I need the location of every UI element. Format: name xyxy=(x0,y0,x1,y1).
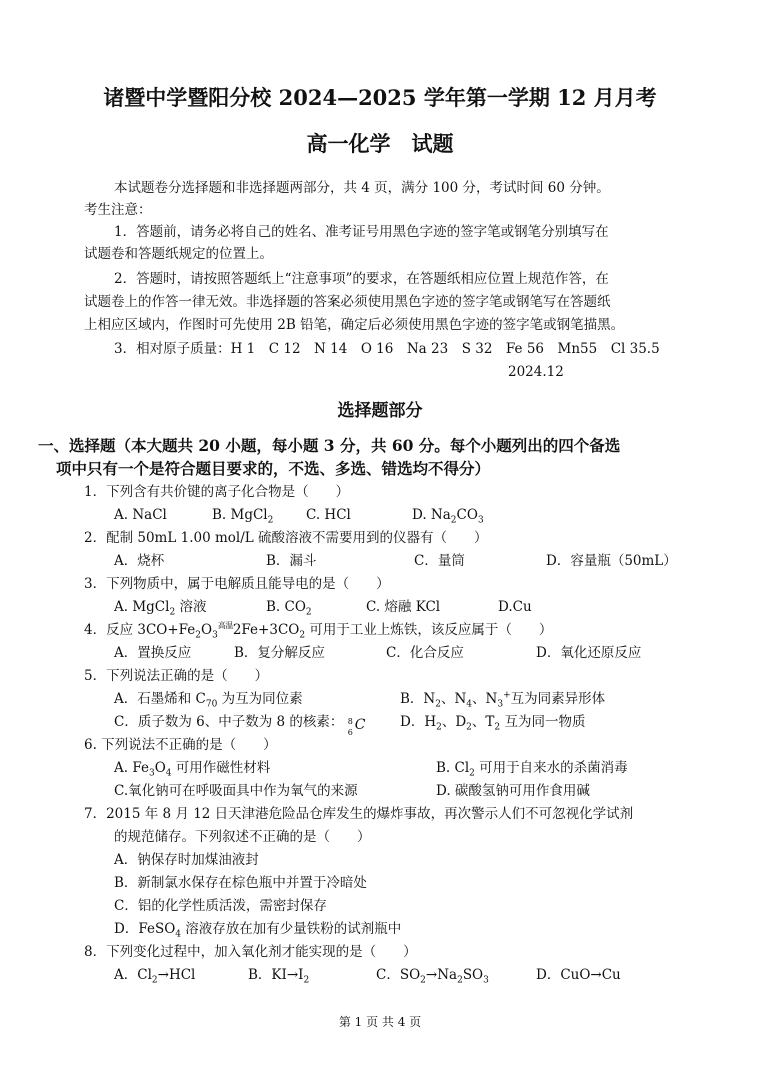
instruction-2a: 2．答题时，请按照答题纸上“注意事项”的要求，在答题纸相应位置上规范作答，在 xyxy=(114,271,609,287)
q3-stem: 3．下列物质中，属于电解质且能导电的是（ ） xyxy=(84,576,390,592)
exam-title: 诸暨中学暨阳分校 2024—2025 学年第一学期 12 月月考 xyxy=(103,85,657,110)
section-title: 选择题部分 xyxy=(337,401,423,421)
q3-option-c: C. 熔融 KCl xyxy=(366,599,441,615)
instruction-1b: 试题卷和答题纸规定的位置上。 xyxy=(84,246,273,262)
nuclide-symbol: 8 6 C xyxy=(347,716,366,737)
intro-text: 本试题卷分选择题和非选择题两部分，共 4 页，满分 100 分，考试时间 60 分钟。 xyxy=(114,180,610,196)
instruction-3-atomic-masses: 3．相对原子质量：H 1 C 12 N 14 O 16 Na 23 S 32 Fe 56 Mn55 Cl 35.5 xyxy=(114,341,660,357)
q4-stem: 4．反应 $3CO+Fe_2O_3^{高温}2Fe+3CO_2$ 可用于工业上炼铁，该反应属于（ ） xyxy=(84,621,553,641)
notice-label: 考生注意： xyxy=(84,202,152,218)
q2-option-b: B．漏斗 xyxy=(266,553,317,569)
q7-option-b: B．新制氯水保存在棕色瓶中并置于冷暗处 xyxy=(114,875,367,891)
q2-option-c: C．量筒 xyxy=(414,553,465,569)
q2-stem: 2．配制 50mL 1.00 mol/L 硫酸溶液不需要用到的仪器有（ ） xyxy=(84,530,488,546)
q5-option-b: B．$N_2$、$N_4$、$N_3^+$互为同素异形体 xyxy=(400,690,606,710)
q1-stem: 1．下列含有共价键的离子化合物是（ ） xyxy=(84,484,350,500)
q7-option-a: A．钠保存时加煤油液封 xyxy=(114,852,259,868)
q7-option-d: D．FeSO$_4$ 溶液存放在加有少量铁粉的试剂瓶中 xyxy=(114,921,402,940)
q4-option-c: C．化合反应 xyxy=(386,645,464,661)
q1-option-d: D. $Na_2CO_3$ xyxy=(412,507,484,526)
part1-heading-a: 一、选择题（本大题共 20 小题，每小题 3 分，共 60 分。每个小题列出的四个备选 xyxy=(38,436,621,455)
exam-date: 2024.12 xyxy=(508,364,564,380)
q7-stem-a: 7．2015 年 8 月 12 日天津港危险品仓库发生的爆炸事故，再次警示人们不可忽视化学试剂 xyxy=(84,806,634,822)
q3-option-b: B. $CO_2$ xyxy=(266,599,312,618)
q5-option-c: C．质子数为 6、中子数为 8 的核素： 8 6 C xyxy=(114,714,366,737)
q6-option-c: C.氧化钠可在呼吸面具中作为氧气的来源 xyxy=(114,783,358,799)
q6-option-b: B. $Cl_2$ 可用于自来水的杀菌消毒 xyxy=(436,760,628,779)
q5-stem: 5．下列说法正确的是（ ） xyxy=(84,668,269,684)
reaction-condition: 高温 xyxy=(217,621,233,630)
q1-option-c: C. HCl xyxy=(306,507,351,523)
q3-option-a: A. MgCl$_2$ 溶液 xyxy=(114,599,207,618)
q8-option-a: A．$Cl_2\to HCl$ xyxy=(114,967,196,986)
part1-heading-b: 项中只有一个是符合题目要求的，不选、多选、错选均不得分） xyxy=(56,459,491,478)
q8-option-b: B．$KI\to I_2$ xyxy=(248,967,310,986)
q8-option-c: C．$SO_2\to Na_2SO_3$ xyxy=(376,967,489,986)
exam-subtitle: 高一化学 试题 xyxy=(306,131,454,156)
q6-stem: 6. 下列说法不正确的是（ ） xyxy=(84,737,277,753)
q6-option-d: D. 碳酸氢钠可用作食用碱 xyxy=(436,783,590,799)
q5-option-a: A．石墨烯和 $C_{70}$ 为互为同位素 xyxy=(114,691,303,710)
q7-stem-b: 的规范储存。下列叙述不正确的是（ ） xyxy=(114,829,371,845)
instruction-2c: 上相应区域内，作图时可先使用 2B 铅笔，确定后必须使用黑色字迹的签字笔或钢笔描黑。 xyxy=(84,317,625,333)
q7-option-c: C．铝的化学性质活泼，需密封保存 xyxy=(114,898,327,914)
instruction-1a: 1．答题前，请务必将自己的姓名、准考证号用黑色字迹的签字笔或钢笔分别填写在 xyxy=(114,224,609,240)
instruction-2b: 试题卷上的作答一律无效。非选择题的答案必须使用黑色字迹的签字笔或钢笔写在答题纸 xyxy=(84,294,611,310)
q3-option-d: D.Cu xyxy=(498,599,532,615)
q4-option-b: B．复分解反应 xyxy=(234,645,325,661)
q1-option-b: B. MgCl$_2$ xyxy=(212,507,274,526)
q4-option-a: A．置换反应 xyxy=(114,645,192,661)
q6-option-a: A. $Fe_3O_4$ 可用作磁性材料 xyxy=(114,760,271,779)
q4-option-d: D．氧化还原反应 xyxy=(536,645,642,661)
q1-option-a: A. NaCl xyxy=(114,507,167,523)
q2-option-a: A．烧杯 xyxy=(114,553,165,569)
page-footer: 第 1 页 共 4 页 xyxy=(338,1015,422,1029)
q8-stem: 8．下列变化过程中，加入氧化剂才能实现的是（ ） xyxy=(84,944,417,960)
q5-option-d: D．$H_2$、$D_2$、$T_2$ 互为同一物质 xyxy=(400,714,586,733)
q2-option-d: D．容量瓶（50mL） xyxy=(546,553,677,569)
q8-option-d: D．CuO→Cu xyxy=(536,967,621,983)
